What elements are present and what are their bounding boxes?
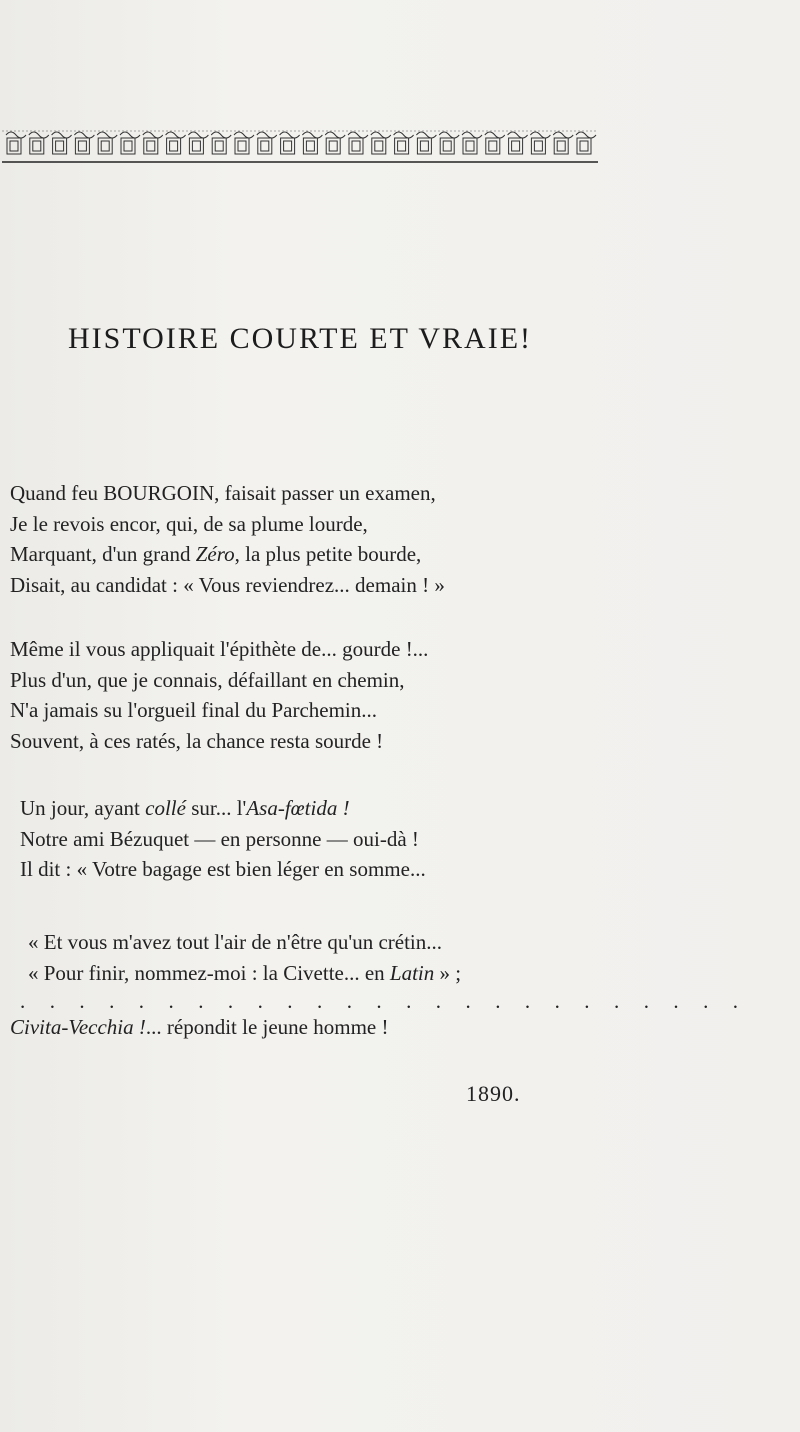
ornament-motif [349,138,363,154]
ornament-motif-inner [261,141,269,151]
stanza-4 [10,927,461,988]
ornament-motif-inner [284,141,292,151]
verse-line: Plus d'un, que je connais, défaillant en chemin, [10,667,405,692]
final-line [10,1012,388,1043]
ornament-motif-inner [375,141,383,151]
ornament-scroll [439,132,459,138]
ornament-motif [75,138,89,154]
ornament-motif-inner [512,141,520,151]
ornament-motif [7,138,21,154]
ornament-motif-inner [580,141,588,151]
ornament-scroll [6,132,26,138]
stanza-2 [10,634,428,756]
ornament-motif [144,138,158,154]
verse-line: Marquant, d'un grand Zéro, la plus petite bourde, [10,542,422,566]
ornament-motif-inner [306,141,314,151]
ornament-scroll [188,132,208,138]
verse-line: Notre ami Bézuquet — en personne — oui-dà ! [20,826,419,851]
ornament-motif-inner [443,141,451,151]
ornament-motif-inner [329,141,337,151]
ornament-motif-inner [352,141,360,151]
verse-line: Un jour, ayant collé sur... l'Asa-fœtida ! [20,796,350,820]
ornament-scroll [120,132,140,138]
ornament-motif [531,138,545,154]
ornament-motif [189,138,203,154]
ornament-scroll [211,132,231,138]
ornament-motif [30,138,44,154]
decorative-header-border [0,122,600,164]
ornament-motif [98,138,112,154]
ornament-scroll [553,132,573,138]
ornament-scroll [530,132,550,138]
ornament-motif [326,138,340,154]
ornament-scroll [166,132,186,138]
verse-line: Même il vous appliquait l'épithète de... gourde !... [10,637,429,661]
ornament-scroll [234,132,254,138]
ornament-motif [463,138,477,154]
ornament-motif-inner [170,141,178,151]
ornament-motif-inner [147,141,155,151]
ornament-motif [212,138,226,154]
ornament-motif [281,138,295,154]
ornament-scroll [485,132,505,138]
date: 1890. [466,1081,521,1106]
stanza-3 [10,793,426,885]
verse-line: Il dit : « Votre bagage est bien léger en somme... [20,857,426,881]
ornament-motif [372,138,386,154]
ornament-motif-inner [192,141,200,151]
ornament-motif [509,138,523,154]
verse-line: N'a jamais su l'orgueil final du Parchemin... [10,698,378,722]
ornament-motif-inner [78,141,86,151]
verse-line: Souvent, à ces ratés, la chance resta sourde ! [10,728,384,753]
ornament-motif-inner [238,141,246,151]
ornament-scroll [74,132,94,138]
ornament-motif [554,138,568,154]
ornament-motif-inner [489,141,497,151]
ornament-motif-inner [557,141,565,151]
ornament-scroll [52,132,72,138]
ornament-scroll [143,132,163,138]
ornament-scroll [325,132,345,138]
ornament-motif [577,138,591,154]
ornament-scroll [462,132,482,138]
ellipsis-row: . . . . . . . . . . . . . . . . . . . . . . . . . [20,989,748,1013]
stanza-1 [10,478,445,600]
ornament-motif [167,138,181,154]
ornament-motif-inner [466,141,474,151]
ornament-scroll [280,132,300,138]
ornament-motif [417,138,431,154]
ornament-motif [395,138,409,154]
verse-line: Quand feu BOURGOIN, faisait passer un examen, [10,481,436,505]
verse-line: Je le revois encor, qui, de sa plume lourde, [10,511,368,536]
ornament-motif [235,138,249,154]
ornament-scroll [302,132,322,138]
ornament-scroll [508,132,528,138]
ornament-scroll [257,132,277,138]
ornament-motif [440,138,454,154]
ornament-motif-inner [101,141,109,151]
verse-line: Disait, au candidat : « Vous reviendrez... demain ! » [10,572,445,597]
ornament-scroll [416,132,436,138]
ornament-motif [53,138,67,154]
verse-line: « Pour finir, nommez-moi : la Civette... en Latin » ; [28,960,462,985]
verse-line: Civita-Vecchia !... répondit le jeune homme ! [10,1015,389,1039]
ornament-motif-inner [420,141,428,151]
ornament-motif [121,138,135,154]
ornament-scroll [29,132,49,138]
page-title: HISTOIRE COURTE ET VRAIE! [67,322,533,355]
ornament-motif-inner [398,141,406,151]
ornament-scroll [348,132,368,138]
ornament-scroll [576,132,596,138]
ornament-motif-inner [124,141,132,151]
ornament-motif-inner [33,141,41,151]
ornament-motif-inner [215,141,223,151]
ornament-scroll [97,132,117,138]
ornament-motif [303,138,317,154]
ornament-motif-inner [10,141,18,151]
ornament-motif [258,138,272,154]
ornament-motif-inner [534,141,542,151]
ornament-scroll [394,132,414,138]
verse-line: « Et vous m'avez tout l'air de n'être qu'un crétin... [28,930,443,954]
ornament-motif-inner [56,141,64,151]
ornament-motif [486,138,500,154]
ornament-scroll [371,132,391,138]
